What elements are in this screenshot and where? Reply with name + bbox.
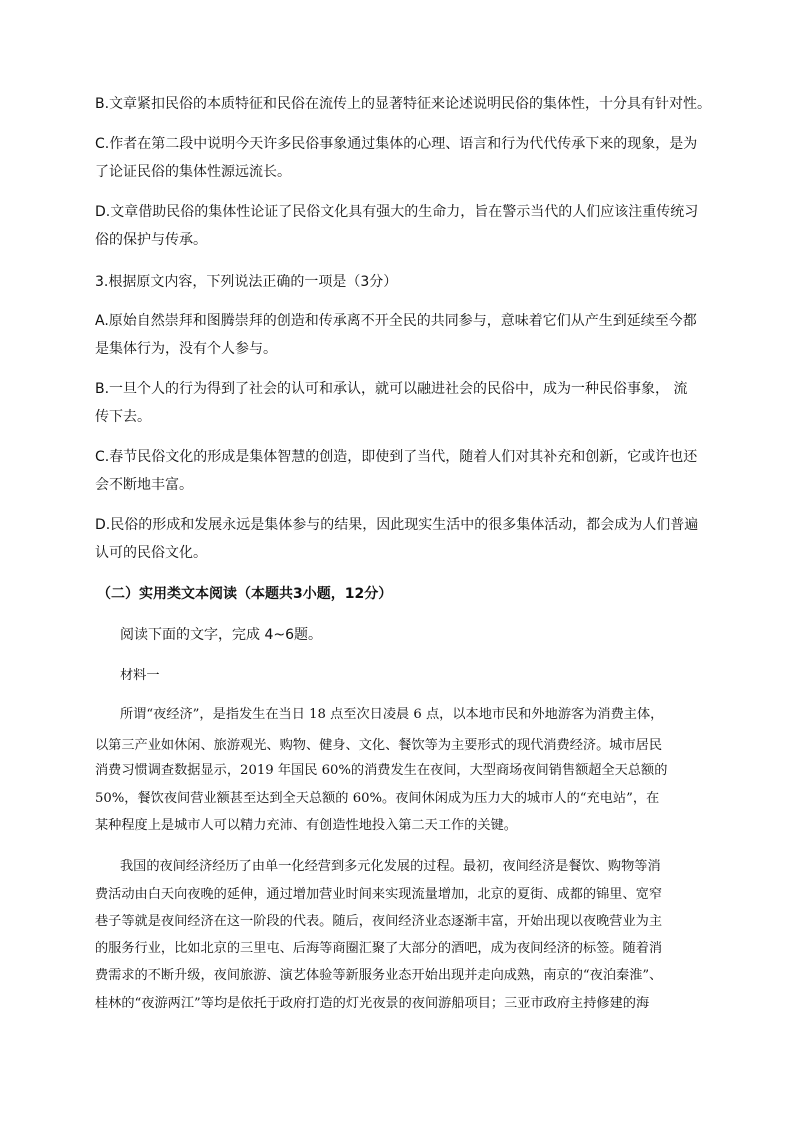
q3-stem: 3.根据原文内容，下列说法正确的一项是（3分） <box>95 274 398 290</box>
instruction-text: 阅读下面的文字，完成 4~6题。 <box>120 627 322 643</box>
para2-line: 费活动由白天向夜晚的延伸，通过增加营业时间来实现流量增加，北京的夏街、成都的锦里、宽窄 <box>95 887 663 902</box>
para1-line: 所谓“夜经济”，是指发生在当日 18 点至次日凌晨 6 点，以本地市民和外地游客为消费主体， <box>120 707 664 722</box>
q3-option-c: C.春节民俗文化的形成是集体智慧的创造，即使到了当代，随着人们对其补充和创新，它或许也还 <box>95 449 698 465</box>
q3-option-b-cont: 传下去。 <box>95 409 151 425</box>
para1-line: 以第三产业如休闲、旅游观光、购物、健身、文化、餐饮等为主要形式的现代消费经济。城市居民 <box>95 738 663 753</box>
q3-option-a: A.原始自然崇拜和图腾崇拜的创造和传承离不开全民的共同参与，意味着它们从产生到延续至今都 <box>95 313 697 329</box>
para2-line: 我国的夜间经济经历了由单一化经营到多元化发展的过程。最初，夜间经济是餐饮、购物等消 <box>120 859 661 874</box>
para2-line: 巷子等就是夜间经济在这一阶段的代表。随后，夜间经济业态逐渐丰富，开始出现以夜晚营业为主 <box>95 914 663 929</box>
q2-option-d: D.文章借助民俗的集体性论证了民俗文化具有强大的生命力，旨在警示当代的人们应该注重传统习 <box>95 204 699 220</box>
q2-option-b: B.文章紧扣民俗的本质特征和民俗在流传上的显著特征来论述说明民俗的集体性，十分具有针对性。 <box>95 96 712 112</box>
para1-line: 某种程度上是城市人可以精力充沛、有创造性地投入第二天工作的关键。 <box>95 818 517 833</box>
q3-option-a-cont: 是集体行为，没有个人参与。 <box>95 341 277 357</box>
para1-line: 消费习惯调查数据显示，2019 年国民 60%的消费发生在夜间，大型商场夜间销售额超全天总额的 <box>95 763 668 778</box>
para1-line: 50%，餐饮夜间营业额甚至达到全天总额的 60%。夜间休闲成为压力大的城市人的“充电站”，在 <box>95 791 660 806</box>
para2-line: 费需求的不断升级，夜间旅游、演艺体验等新服务业态开始出现并走向成熟，南京的“夜泊秦淮”、 <box>95 968 663 983</box>
para2-line: 桂林的“夜游两江”等均是依托于政府打造的灯光夜景的夜间游船项目；三亚市政府主持修建的海 <box>95 996 650 1011</box>
q3-option-d-cont: 认可的民俗文化。 <box>95 545 207 561</box>
q3-option-d: D.民俗的形成和发展永远是集体参与的结果，因此现实生活中的很多集体活动，都会成为人们普遍 <box>95 517 699 533</box>
q2-option-d-cont: 俗的保护与传承。 <box>95 232 207 248</box>
q3-option-c-cont: 会不断地丰富。 <box>95 477 193 493</box>
section-heading: （二）实用类文本阅读（本题共3小题，12分） <box>97 586 393 602</box>
q2-option-c: C.作者在第二段中说明今天许多民俗事象通过集体的心理、语言和行为代代传承下来的现象，是为 <box>95 136 698 152</box>
para2-line: 的服务行业，比如北京的三里屯、后海等商圈汇聚了大部分的酒吧，成为夜间经济的标签。随着消 <box>95 941 663 956</box>
q3-option-b: B.一旦个人的行为得到了社会的认可和承认，就可以融进社会的民俗中，成为一种民俗事象， 流 <box>95 381 688 397</box>
q2-option-c-cont: 了论证民俗的集体性源远流长。 <box>95 164 291 180</box>
material-label: 材料一 <box>120 668 160 683</box>
